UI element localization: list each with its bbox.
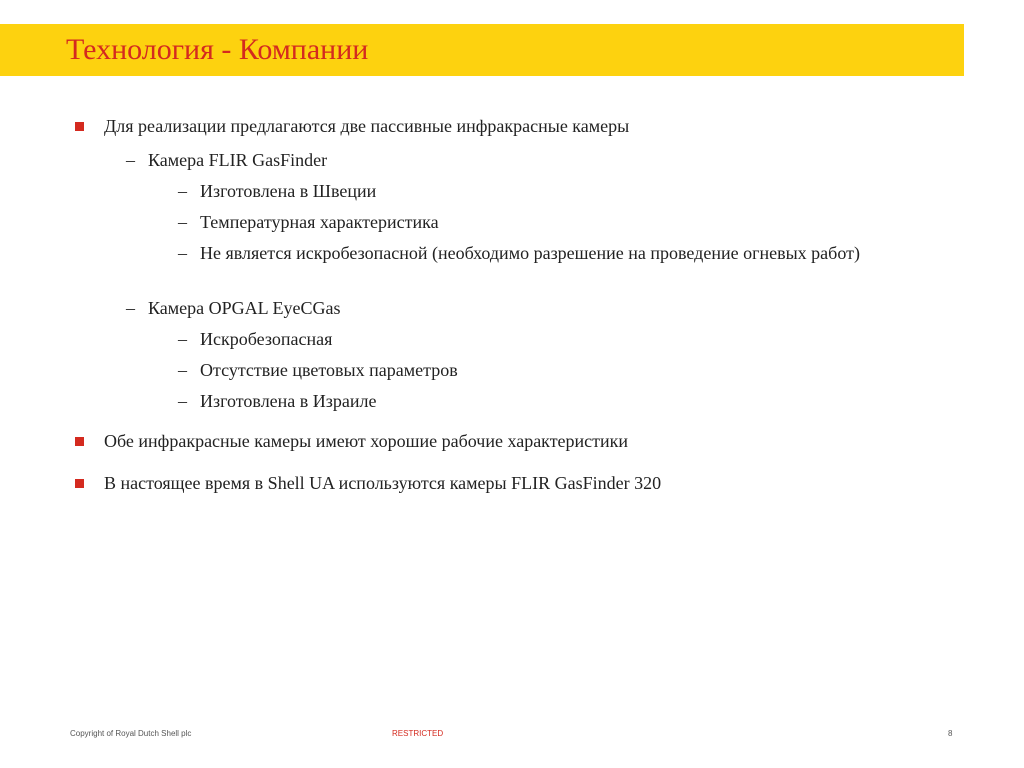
dash-marker: – — [178, 181, 187, 201]
bullet-text: Обе инфракрасные камеры имеют хорошие рабочие характеристики — [104, 431, 629, 451]
bullet-text: В настоящее время в Shell UA используются камеры FLIR GasFinder 320 — [104, 473, 662, 493]
camera-point: Отсутствие цветовых параметров — [200, 360, 458, 380]
bullet-square-icon — [75, 122, 84, 131]
bullet-text: Для реализации предлагаются две пассивные инфракрасные камеры — [104, 116, 630, 136]
dash-marker: – — [178, 243, 187, 263]
camera-name: Камера OPGAL EyeCGas — [148, 298, 341, 318]
footer-classification: RESTRICTED — [392, 729, 444, 738]
camera-point: Искробезопасная — [200, 329, 333, 349]
dash-marker: – — [126, 298, 135, 318]
dash-marker: – — [178, 212, 187, 232]
dash-marker: – — [178, 391, 187, 411]
dash-marker: – — [126, 150, 135, 170]
dash-marker: – — [178, 360, 187, 380]
camera-point: Изготовлена в Швеции — [200, 181, 377, 201]
camera-point: Изготовлена в Израиле — [200, 391, 377, 411]
slide-title: Технология - Компании — [66, 33, 369, 66]
bullet-square-icon — [75, 479, 84, 488]
bullet-square-icon — [75, 437, 84, 446]
camera-name: Камера FLIR GasFinder — [148, 150, 328, 170]
dash-marker: – — [178, 329, 187, 349]
footer-page-number: 8 — [948, 729, 953, 738]
camera-point: Температурная характеристика — [200, 212, 439, 232]
footer-copyright: Copyright of Royal Dutch Shell plc — [70, 729, 192, 738]
camera-point: Не является искробезопасной (необходимо разрешение на проведение огневых работ) — [200, 243, 860, 263]
